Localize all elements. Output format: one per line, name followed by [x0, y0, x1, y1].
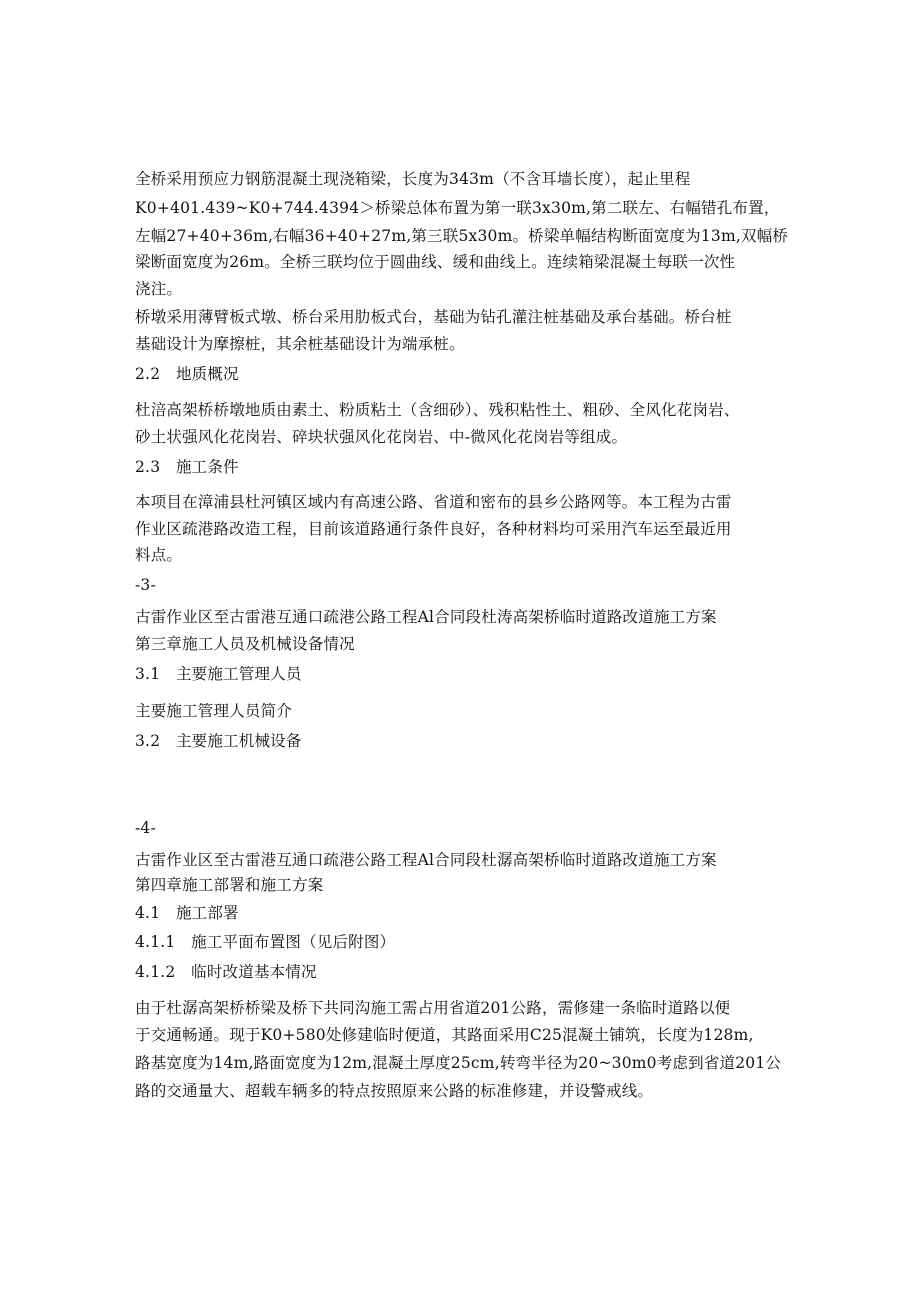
paragraph-line: 梁断面宽度为26m。全桥三联均位于圆曲线、缓和曲线上。连续箱梁混凝土每联一次性: [135, 253, 736, 271]
page-number: -3-: [135, 576, 156, 594]
paragraph-line: K0+401.439~K0+744.4394＞桥梁总体布置为第一联3x30m,第二联左、右幅错孔布置，: [135, 199, 780, 217]
section-heading: 3.2 主要施工机械设备: [135, 732, 302, 750]
page-number: -4-: [135, 819, 156, 837]
paragraph-line: 基础设计为摩擦桩，其余桩基础设计为端承桩。: [135, 335, 465, 353]
paragraph-line: 全桥采用预应力钢筋混凝土现浇箱梁，长度为343m（不含耳墙长度），起止里程: [135, 170, 691, 188]
paragraph-line: 桥墩采用薄臂板式墩、桥台采用肋板式台，基础为钻孔灌注桩基础及承台基础。桥台桩: [135, 308, 732, 326]
paragraph-line: 本项目在漳浦县杜河镇区域内有高速公路、省道和密布的县乡公路网等。本工程为古雷: [135, 493, 732, 511]
subsection-heading: 4.1.2 临时改道基本情况: [135, 963, 317, 981]
paragraph-line: 料点。: [135, 546, 183, 564]
section-heading: 2.3 施工条件: [135, 458, 239, 476]
paragraph-line: 路基宽度为14m,路面宽度为12m,混凝土厚度25cm,转弯半径为20~30m0考虑到省道201公: [135, 1054, 782, 1072]
paragraph-line: 路的交通量大、超载车辆多的特点按照原来公路的标准修建，并设警戒线。: [135, 1082, 654, 1100]
section-heading: 3.1 主要施工管理人员: [135, 665, 302, 683]
paragraph-line: 浇注。: [135, 280, 183, 298]
paragraph-line: 作业区疏港路改造工程，目前该道路通行条件良好，各种材料均可采用汽车运至最近用: [135, 520, 732, 538]
section-heading: 4.1 施工部署: [135, 904, 239, 922]
running-header: 古雷作业区至古雷港互通口疏港公路工程Al合同段杜潺高架桥临时道路改道施工方案: [135, 851, 717, 869]
section-heading: 2.2 地质概况: [135, 365, 239, 383]
paragraph-line: 砂土状强风化花岗岩、碎块状强风化花岗岩、中-微风化花岗岩等组成。: [135, 428, 628, 446]
running-header: 古雷作业区至古雷港互通口疏港公路工程Al合同段杜涛高架桥临时道路改道施工方案: [135, 608, 717, 626]
paragraph-line: 主要施工管理人员简介: [135, 702, 293, 720]
paragraph-line: 左幅27+40+36m,右幅36+40+27m,第三联5x30m。桥梁单幅结构断面宽度为13m,双幅桥: [135, 227, 789, 245]
chapter-title: 第四章施工部署和施工方案: [135, 876, 324, 894]
paragraph-line: 由于杜潺高架桥桥梁及桥下共同沟施工需占用省道201公路，需修建一条临时道路以便: [135, 999, 731, 1017]
subsection-heading: 4.1.1 施工平面布置图（见后附图）: [135, 933, 396, 951]
paragraph-line: 于交通畅通。现于K0+580处修建临时便道，其路面采用C25混凝土铺筑，长度为128m,: [135, 1026, 754, 1044]
chapter-title: 第三章施工人员及机械设备情况: [135, 635, 355, 653]
paragraph-line: 杜涪高架桥桥墩地质由素土、粉质粘土（含细砂）、残积粘性土、粗砂、全风化花岗岩、: [135, 401, 740, 419]
